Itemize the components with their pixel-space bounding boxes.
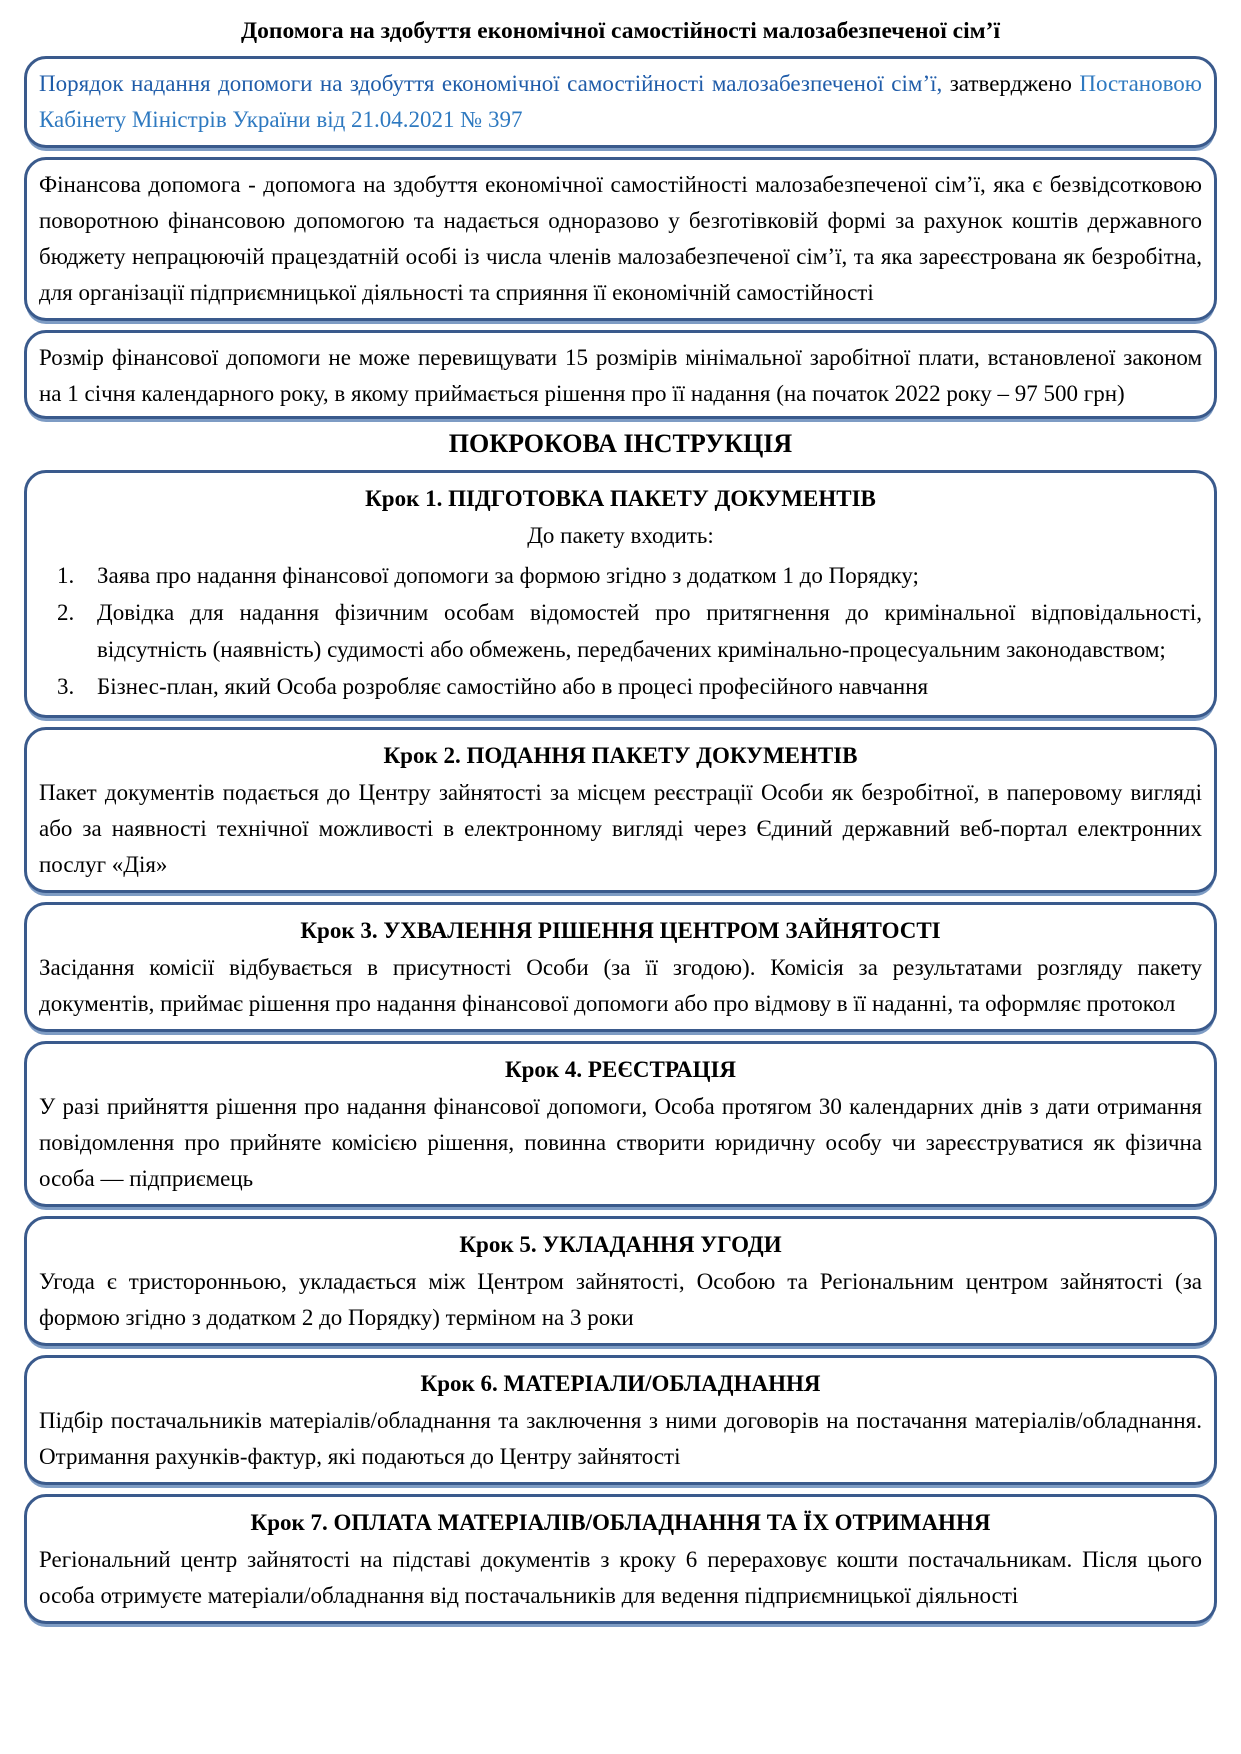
section-heading: ПОКРОКОВА ІНСТРУКЦІЯ [448, 429, 793, 458]
amount-box [24, 330, 1217, 419]
definition-text: Фінансова допомога - допомога на здобуття економічної самостійності малозабезпеченої сім’ї, яка є безвідсотковою поворотною фінансовою допомогою та надається одноразово у безготівковій формі за рахунок коштів державного бюджету непрацюючій працездатній особі із числа членів малозабезпеченої сім’ї, та яка зареєстрована як безробітна, для організації підприємницької діяльності та сприяння її економічній самостійності [39, 172, 1202, 305]
page-title: Допомога на здобуття економічної самостійності малозабезпеченої сім’ї [241, 18, 1000, 44]
step-5-title: Крок 5. УКЛАДАННЯ УГОДИ [459, 1232, 782, 1257]
step-2-title: Крок 2. ПОДАННЯ ПАКЕТУ ДОКУМЕНТІВ [383, 743, 858, 768]
document-list [39, 557, 1202, 705]
step-6-body: Підбір постачальників матеріалів/обладнання та заключення з ними договорів на постачання матеріалів/обладнання. Отримання рахунків-фактур, які подаються до Центру зайнятості [39, 1408, 1202, 1469]
step-7-title: Крок 7. ОПЛАТА МАТЕРІАЛІВ/ОБЛАДНАННЯ ТА ЇХ ОТРИМАННЯ [250, 1510, 991, 1535]
step-7-box [24, 1494, 1217, 1624]
step-3-box [24, 902, 1217, 1032]
step-7-body: Регіональний центр зайнятості на підставі документів з кроку 6 перераховує кошти постачальникам. Після цього особа отримуєте матеріали/обладнання від постачальників для ведення підприємницької діяльності [39, 1547, 1202, 1608]
amount-text: Розмір фінансової допомоги не може перевищувати 15 розмірів мінімальної заробітної плати, встановленої законом на 1 січня календарного року, в якому приймається рішення про її надання (на початок 2022 року – 97 500 грн) [39, 345, 1202, 406]
step-1-title: Крок 1. ПІДГОТОВКА ПАКЕТУ ДОКУМЕНТІВ [365, 486, 876, 511]
step-1-subtitle: До пакету входить: [527, 523, 714, 548]
list-item-application: Заява про надання фінансової допомоги за формою згідно з додатком 1 до Порядку; [97, 563, 919, 588]
legal-reference-paragraph [39, 66, 1202, 138]
step-1-box [24, 470, 1217, 718]
step-4-body: У разі прийняття рішення про надання фінансової допомоги, Особа протягом 30 календарних днів з дати отримання повідомлення про прийняте комісією рішення, повинна створити юридичну особу чи зареєструватися як фізична особа — підприємець [39, 1094, 1202, 1191]
list-item-business-plan: Бізнес-план, який Особа розробляє самостійно або в процесі професійного навчання [97, 674, 929, 699]
legal-reference-box [24, 56, 1217, 148]
definition-box [24, 157, 1217, 321]
resolution-link[interactable]: Постановою Кабінету Міністрів України від 21.04.2021 № 397 [39, 71, 1202, 132]
step-4-title: Крок 4. РЕЄСТРАЦІЯ [504, 1057, 737, 1082]
procedure-name-text: Порядок надання допомоги на здобуття економічної самостійності малозабезпеченої сім’ї, [39, 71, 943, 96]
step-3-body: Засідання комісії відбувається в присутності Особи (за її згодою). Комісія за результатами розгляду пакету документів, приймає рішення про надання фінансової допомоги або про відмову в її наданні, та оформляє протокол [39, 955, 1202, 1016]
step-2-body: Пакет документів подається до Центру зайнятості за місцем реєстрації Особи як безробітної, в паперовому вигляді або за наявності технічної можливості в електронному вигляді через Єдиний державний веб-портал електронних послуг «Дія» [39, 780, 1202, 877]
step-4-box [24, 1041, 1217, 1207]
step-6-box [24, 1355, 1217, 1485]
step-3-title: Крок 3. УХВАЛЕННЯ РІШЕННЯ ЦЕНТРОМ ЗАЙНЯТОСТІ [300, 918, 941, 943]
step-5-body: Угода є тристоронньою, укладається між Центром зайнятості, Особою та Регіональним центром зайнятості (за формою згідно з додатком 2 до Порядку) терміном на 3 роки [39, 1269, 1202, 1330]
step-5-box [24, 1216, 1217, 1346]
approved-label: затверджено [949, 71, 1072, 96]
step-6-title: Крок 6. МАТЕРІАЛИ/ОБЛАДНАННЯ [420, 1371, 821, 1396]
list-item-certificate: Довідка для надання фізичним особам відомостей про притягнення до кримінальної відповідальності, відсутність (наявність) судимості або обмежень, передбачених кримінально-процесуальним законодавством; [97, 600, 1202, 662]
step-2-box [24, 727, 1217, 893]
